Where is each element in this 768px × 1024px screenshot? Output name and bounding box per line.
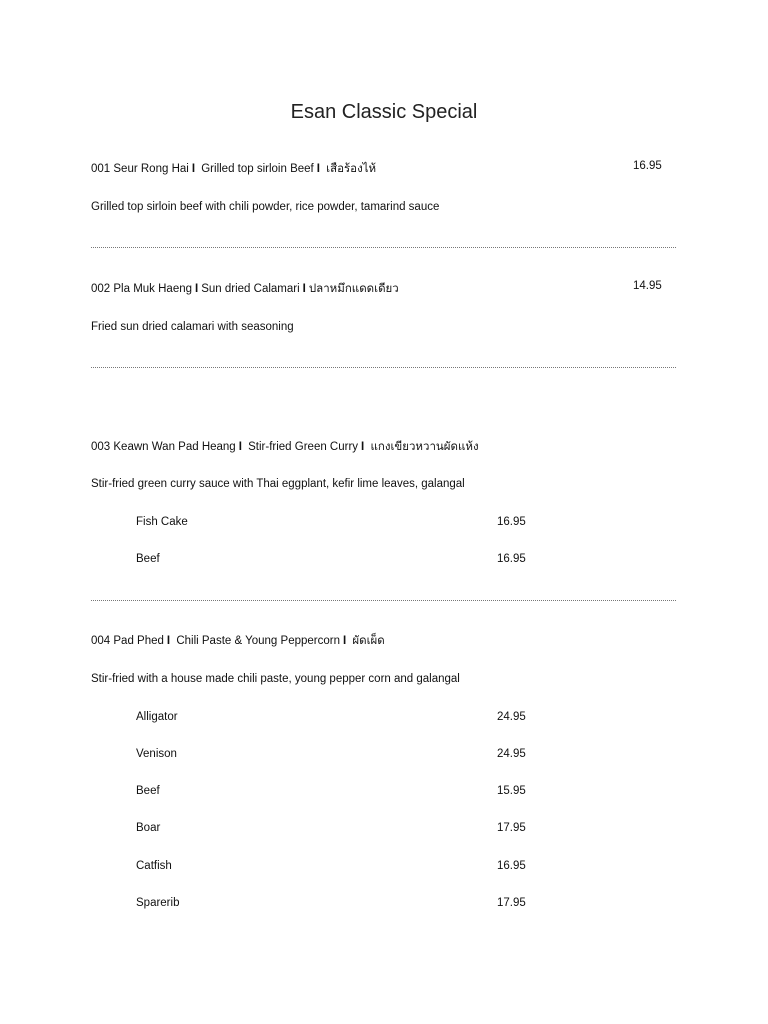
item-description: Grilled top sirloin beef with chili powder, rice powder, tamarind sauce (91, 201, 440, 213)
item-number: 004 (91, 635, 111, 647)
item-english-name: Stir-fried Green Curry (248, 441, 359, 453)
dotted-divider (91, 367, 676, 368)
option-label: Alligator (136, 711, 178, 723)
separator-bar: I (342, 635, 347, 647)
menu-item-002-heading (91, 280, 399, 298)
dotted-divider (91, 247, 676, 248)
option-price: 24.95 (497, 748, 526, 760)
item-price: 16.95 (633, 160, 662, 172)
menu-item-004-heading (91, 632, 385, 650)
separator-bar: I (361, 441, 365, 453)
item-number: 002 (91, 283, 111, 295)
option-price: 16.95 (497, 860, 526, 872)
item-name: Keawn Wan Pad Heang (113, 441, 236, 453)
separator-bar: I (166, 635, 171, 647)
separator-bar: I (302, 283, 306, 295)
item-thai-name: ผัดเผ็ด (352, 635, 385, 647)
option-price: 24.95 (497, 711, 526, 723)
option-label: Fish Cake (136, 516, 188, 528)
item-number: 001 (91, 163, 111, 175)
item-description: Stir-fried with a house made chili paste, young pepper corn and galangal (91, 673, 460, 685)
item-name: Pad Phed (113, 635, 164, 647)
option-price: 17.95 (497, 897, 526, 909)
option-label: Beef (136, 553, 160, 565)
item-name: Pla Muk Haeng (113, 283, 193, 295)
item-description: Fried sun dried calamari with seasoning (91, 321, 294, 333)
item-description: Stir-fried green curry sauce with Thai eggplant, kefir lime leaves, galangal (91, 478, 465, 490)
item-english-name: Grilled top sirloin Beef (201, 163, 314, 175)
page-title: Esan Classic Special (290, 101, 478, 123)
option-price: 16.95 (497, 553, 526, 565)
item-thai-name: ปลาหมึกแดดเดียว (308, 283, 399, 295)
separator-bar: I (195, 283, 199, 295)
separator-bar: I (238, 441, 242, 453)
option-price: 16.95 (497, 516, 526, 528)
item-thai-name: แกงเขียวหวานผัดแห้ง (370, 441, 479, 453)
option-price: 15.95 (497, 785, 526, 797)
item-name: Seur Rong Hai (113, 163, 189, 175)
item-number: 003 (91, 441, 111, 453)
option-label: Beef (136, 785, 160, 797)
item-thai-name: เสือร้องไห้ (326, 163, 377, 175)
dotted-divider (91, 600, 676, 601)
item-english-name: Sun dried Calamari (201, 283, 300, 295)
option-price: 17.95 (497, 822, 526, 834)
menu-item-001-heading (91, 160, 376, 178)
option-label: Sparerib (136, 897, 180, 909)
item-price: 14.95 (633, 280, 662, 292)
item-english-name: Chili Paste & Young Peppercorn (176, 635, 340, 647)
menu-item-003-heading (91, 438, 479, 456)
option-label: Catfish (136, 860, 172, 872)
option-label: Boar (136, 822, 161, 834)
option-label: Venison (136, 748, 177, 760)
separator-bar: I (316, 163, 320, 175)
separator-bar: I (191, 163, 196, 175)
